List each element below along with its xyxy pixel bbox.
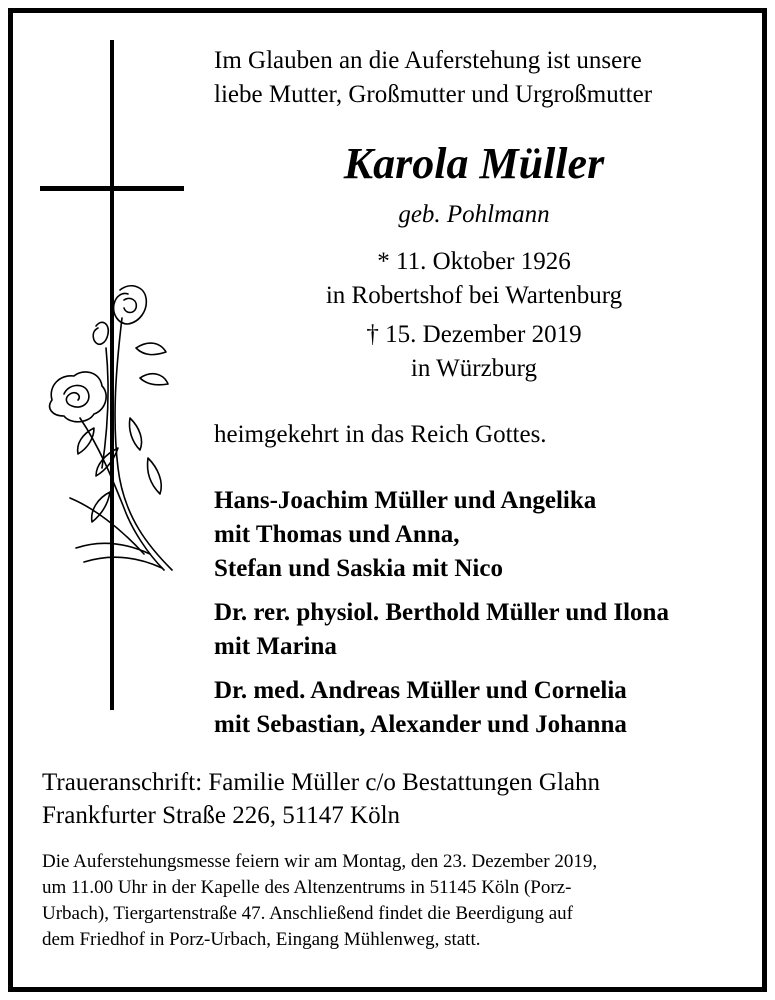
death-place: in Würzburg bbox=[410, 355, 538, 382]
family-line: mit Sebastian, Alexander und Johanna bbox=[214, 711, 627, 738]
mass-line: um 11.00 Uhr in der Kapelle des Altenzentrums in 51145 Köln (Porz- bbox=[42, 877, 572, 898]
family-line: Stefan und Saskia mit Nico bbox=[214, 555, 503, 582]
family-group-2 bbox=[214, 596, 754, 664]
address-line-2: Frankfurter Straße 226, 51147 Köln bbox=[42, 802, 401, 829]
mourning-address bbox=[42, 766, 742, 832]
deceased-name: Karola Müller bbox=[343, 139, 605, 188]
family-line: mit Marina bbox=[214, 633, 337, 660]
mass-line: Die Auferstehungsmesse feiern wir am Montag, den 23. Dezember 2019, bbox=[42, 851, 598, 872]
mass-line: dem Friedhof in Porz-Urbach, Eingang Mühlenweg, statt. bbox=[42, 929, 481, 950]
birth-info bbox=[214, 245, 734, 313]
death-info bbox=[214, 318, 734, 386]
family-line: Hans-Joachim Müller und Angelika bbox=[214, 487, 597, 514]
family-line: Dr. rer. physiol. Berthold Müller und Ilona bbox=[214, 599, 669, 626]
mass-line: Urbach), Tiergartenstraße 47. Anschließend findet die Beerdigung auf bbox=[42, 903, 573, 924]
mass-notice bbox=[42, 849, 732, 953]
rose-icon bbox=[40, 278, 180, 578]
family-line: Dr. med. Andreas Müller und Cornelia bbox=[214, 677, 627, 704]
intro-line-2: liebe Mutter, Großmutter und Urgroßmutter bbox=[214, 81, 653, 108]
homecoming-text: heimgekehrt in das Reich Gottes. bbox=[214, 421, 547, 448]
cross-bar bbox=[40, 186, 184, 191]
address-line-1: Traueranschrift: Familie Müller c/o Bestattungen Glahn bbox=[42, 769, 600, 796]
family-group-3 bbox=[214, 674, 754, 742]
family-group-1 bbox=[214, 484, 754, 586]
birth-place: in Robertshof bei Wartenburg bbox=[325, 282, 623, 309]
family-line: mit Thomas und Anna, bbox=[214, 521, 460, 548]
birth-date: * 11. Oktober 1926 bbox=[377, 248, 571, 275]
intro-text bbox=[214, 44, 734, 112]
intro-line-1: Im Glauben an die Auferstehung ist unsere bbox=[214, 47, 642, 74]
maiden-name: geb. Pohlmann bbox=[398, 201, 550, 228]
death-date: † 15. Dezember 2019 bbox=[366, 321, 582, 348]
